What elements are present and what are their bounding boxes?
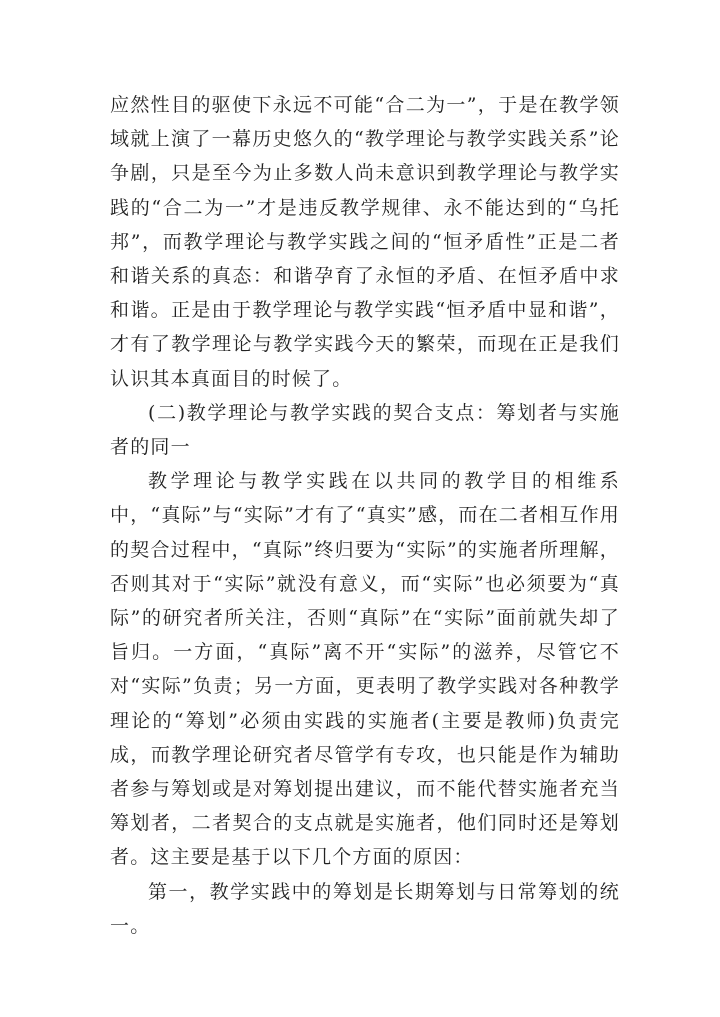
paragraph-continuation: 应然性目的驱使下永远不可能“合二为一”，于是在教学领域就上演了一幕历史悠久的“教学理论与教学实践关系”论争剧，只是至今为止多数人尚未意识到教学理论与教学实践的“合二为一”才是违反教学规律、永不能达到的“乌托邦”，而教学理论与教学实践之间的“恒矛盾性”正是二者和谐关系的真态：和谐孕育了永恒的矛盾、在恒矛盾中求和谐。正是由于教学理论与教学实践“恒矛盾中显和谐”，才有了教学理论与教学实践今天的繁荣，而现在正是我们认识其本真面目的时候了。 xyxy=(110,94,620,390)
body-text xyxy=(110,88,620,943)
paragraph-first-point: 第一，教学实践中的筹划是长期筹划与日常筹划的统一。 xyxy=(110,880,620,937)
section-heading: (二)教学理论与教学实践的契合支点：筹划者与实施者的同一 xyxy=(110,401,620,459)
paragraph-body: 教学理论与教学实践在以共同的教学目的相维系中，“真际”与“实际”才有了“真实”感，而在二者相互作用的契合过程中，“真际”终归要为“实际”的实施者所理解，否则其对于“实际”就没有意义，而“实际”也必须要为“真际”的研究者所关注，否则“真际”在“实际”面前就失却了旨归。一方面，“真际”离不开“实际”的滋养，尽管它不对“实际”负责；另一方面，更表明了教学实践对各种教学理论的“筹划”必须由实践的实施者(主要是教师)负责完成，而教学理论研究者尽管学有专攻，也只能是作为辅助者参与筹划或是对筹划提出建议，而不能代替实施者充当筹划者，二者契合的支点就是实施者，他们同时还是筹划者。这主要是基于以下几个方面的原因： xyxy=(110,470,620,869)
